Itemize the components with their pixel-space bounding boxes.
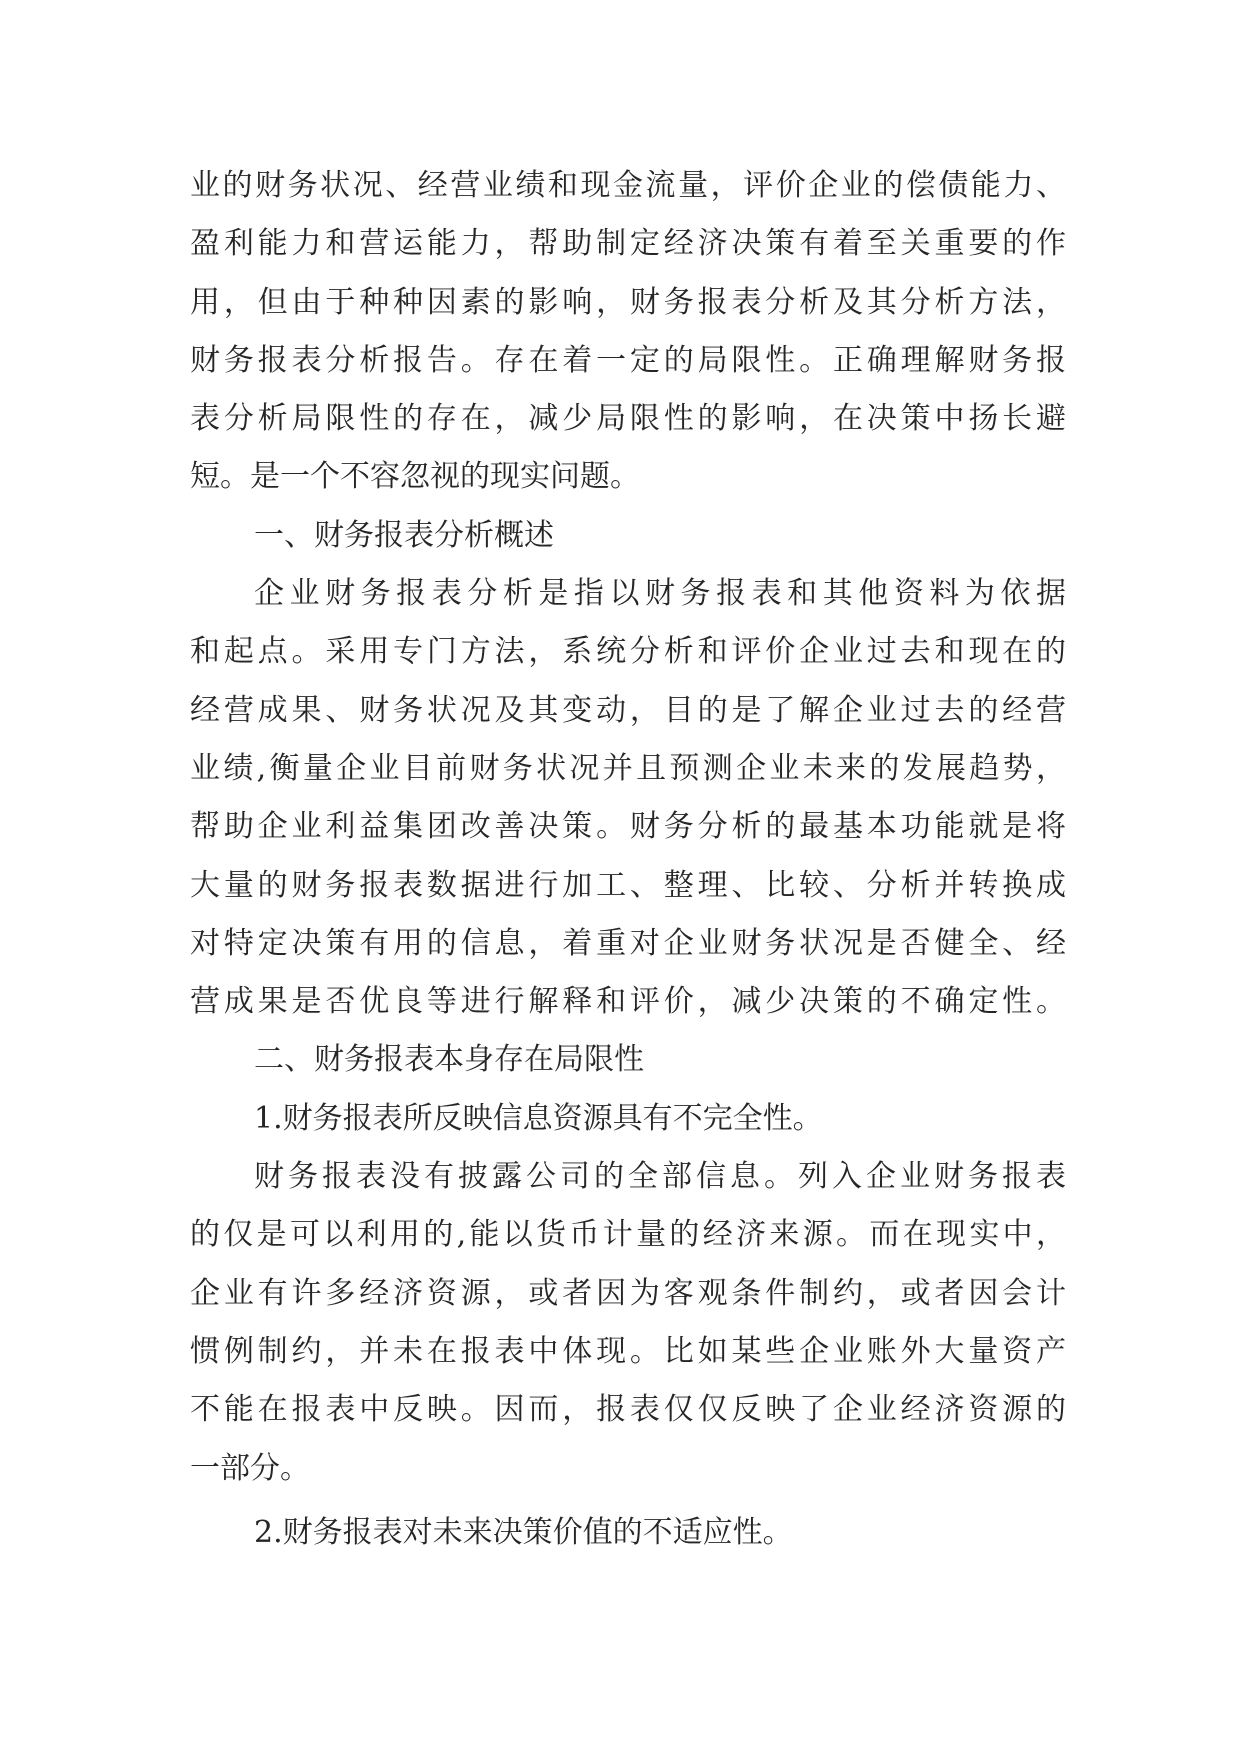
text-line: 帮助企业利益集团改善决策。财务分析的最基本功能就是将: [190, 809, 1066, 845]
text-line: 惯例制约，并未在报表中体现。比如某些企业账外大量资产: [190, 1333, 1066, 1369]
text-line: 用，但由于种种因素的影响，财务报表分析及其分析方法，: [190, 284, 1066, 320]
text-line: 表分析局限性的存在，减少局限性的影响，在决策中扬长避: [190, 401, 1066, 437]
text-line: 业的财务状况、经营业绩和现金流量，评价企业的偿债能力、: [190, 168, 1066, 203]
body-text: [190, 157, 1066, 1562]
section-heading: 一、财务报表分析概述: [254, 517, 554, 553]
text-line: 企业有许多经济资源，或者因为客观条件制约，或者因会计: [190, 1275, 1066, 1311]
text-line: 不能在报表中反映。因而，报表仅仅反映了企业经济资源的: [190, 1392, 1066, 1428]
text-line: 财务报表分析报告。存在着一定的局限性。正确理解财务报: [190, 342, 1066, 378]
text-line: 营成果是否优良等进行解释和评价，减少决策的不确定性。: [190, 984, 1066, 1020]
text-line: 企业财务报表分析是指以财务报表和其他资料为依据: [254, 576, 1066, 612]
text-line: 对特定决策有用的信息，着重对企业财务状况是否健全、经: [190, 925, 1066, 961]
text-line: 一部分。: [190, 1450, 310, 1486]
text-line: 大量的财务报表数据进行加工、整理、比较、分析并转换成: [190, 867, 1066, 903]
text-line: 短。是一个不容忽视的现实问题。: [190, 459, 640, 495]
section-heading: 二、财务报表本身存在局限性: [254, 1042, 644, 1078]
subsection-heading: 2.财务报表对未来决策价值的不适应性。: [254, 1514, 793, 1550]
text-line: 和起点。采用专门方法，系统分析和评价企业过去和现在的: [190, 634, 1066, 670]
text-line: 业绩,衡量企业目前财务状况并且预测企业未来的发展趋势，: [190, 750, 1066, 786]
subsection-heading: 1.财务报表所反映信息资源具有不完全性。: [254, 1100, 823, 1136]
text-line: 经营成果、财务状况及其变动，目的是了解企业过去的经营: [190, 692, 1066, 728]
text-line: 财务报表没有披露公司的全部信息。列入企业财务报表: [254, 1159, 1066, 1195]
text-line: 盈利能力和营运能力，帮助制定经济决策有着至关重要的作: [190, 226, 1066, 262]
text-line: 的仅是可以利用的,能以货币计量的经济来源。而在现实中，: [190, 1217, 1066, 1253]
